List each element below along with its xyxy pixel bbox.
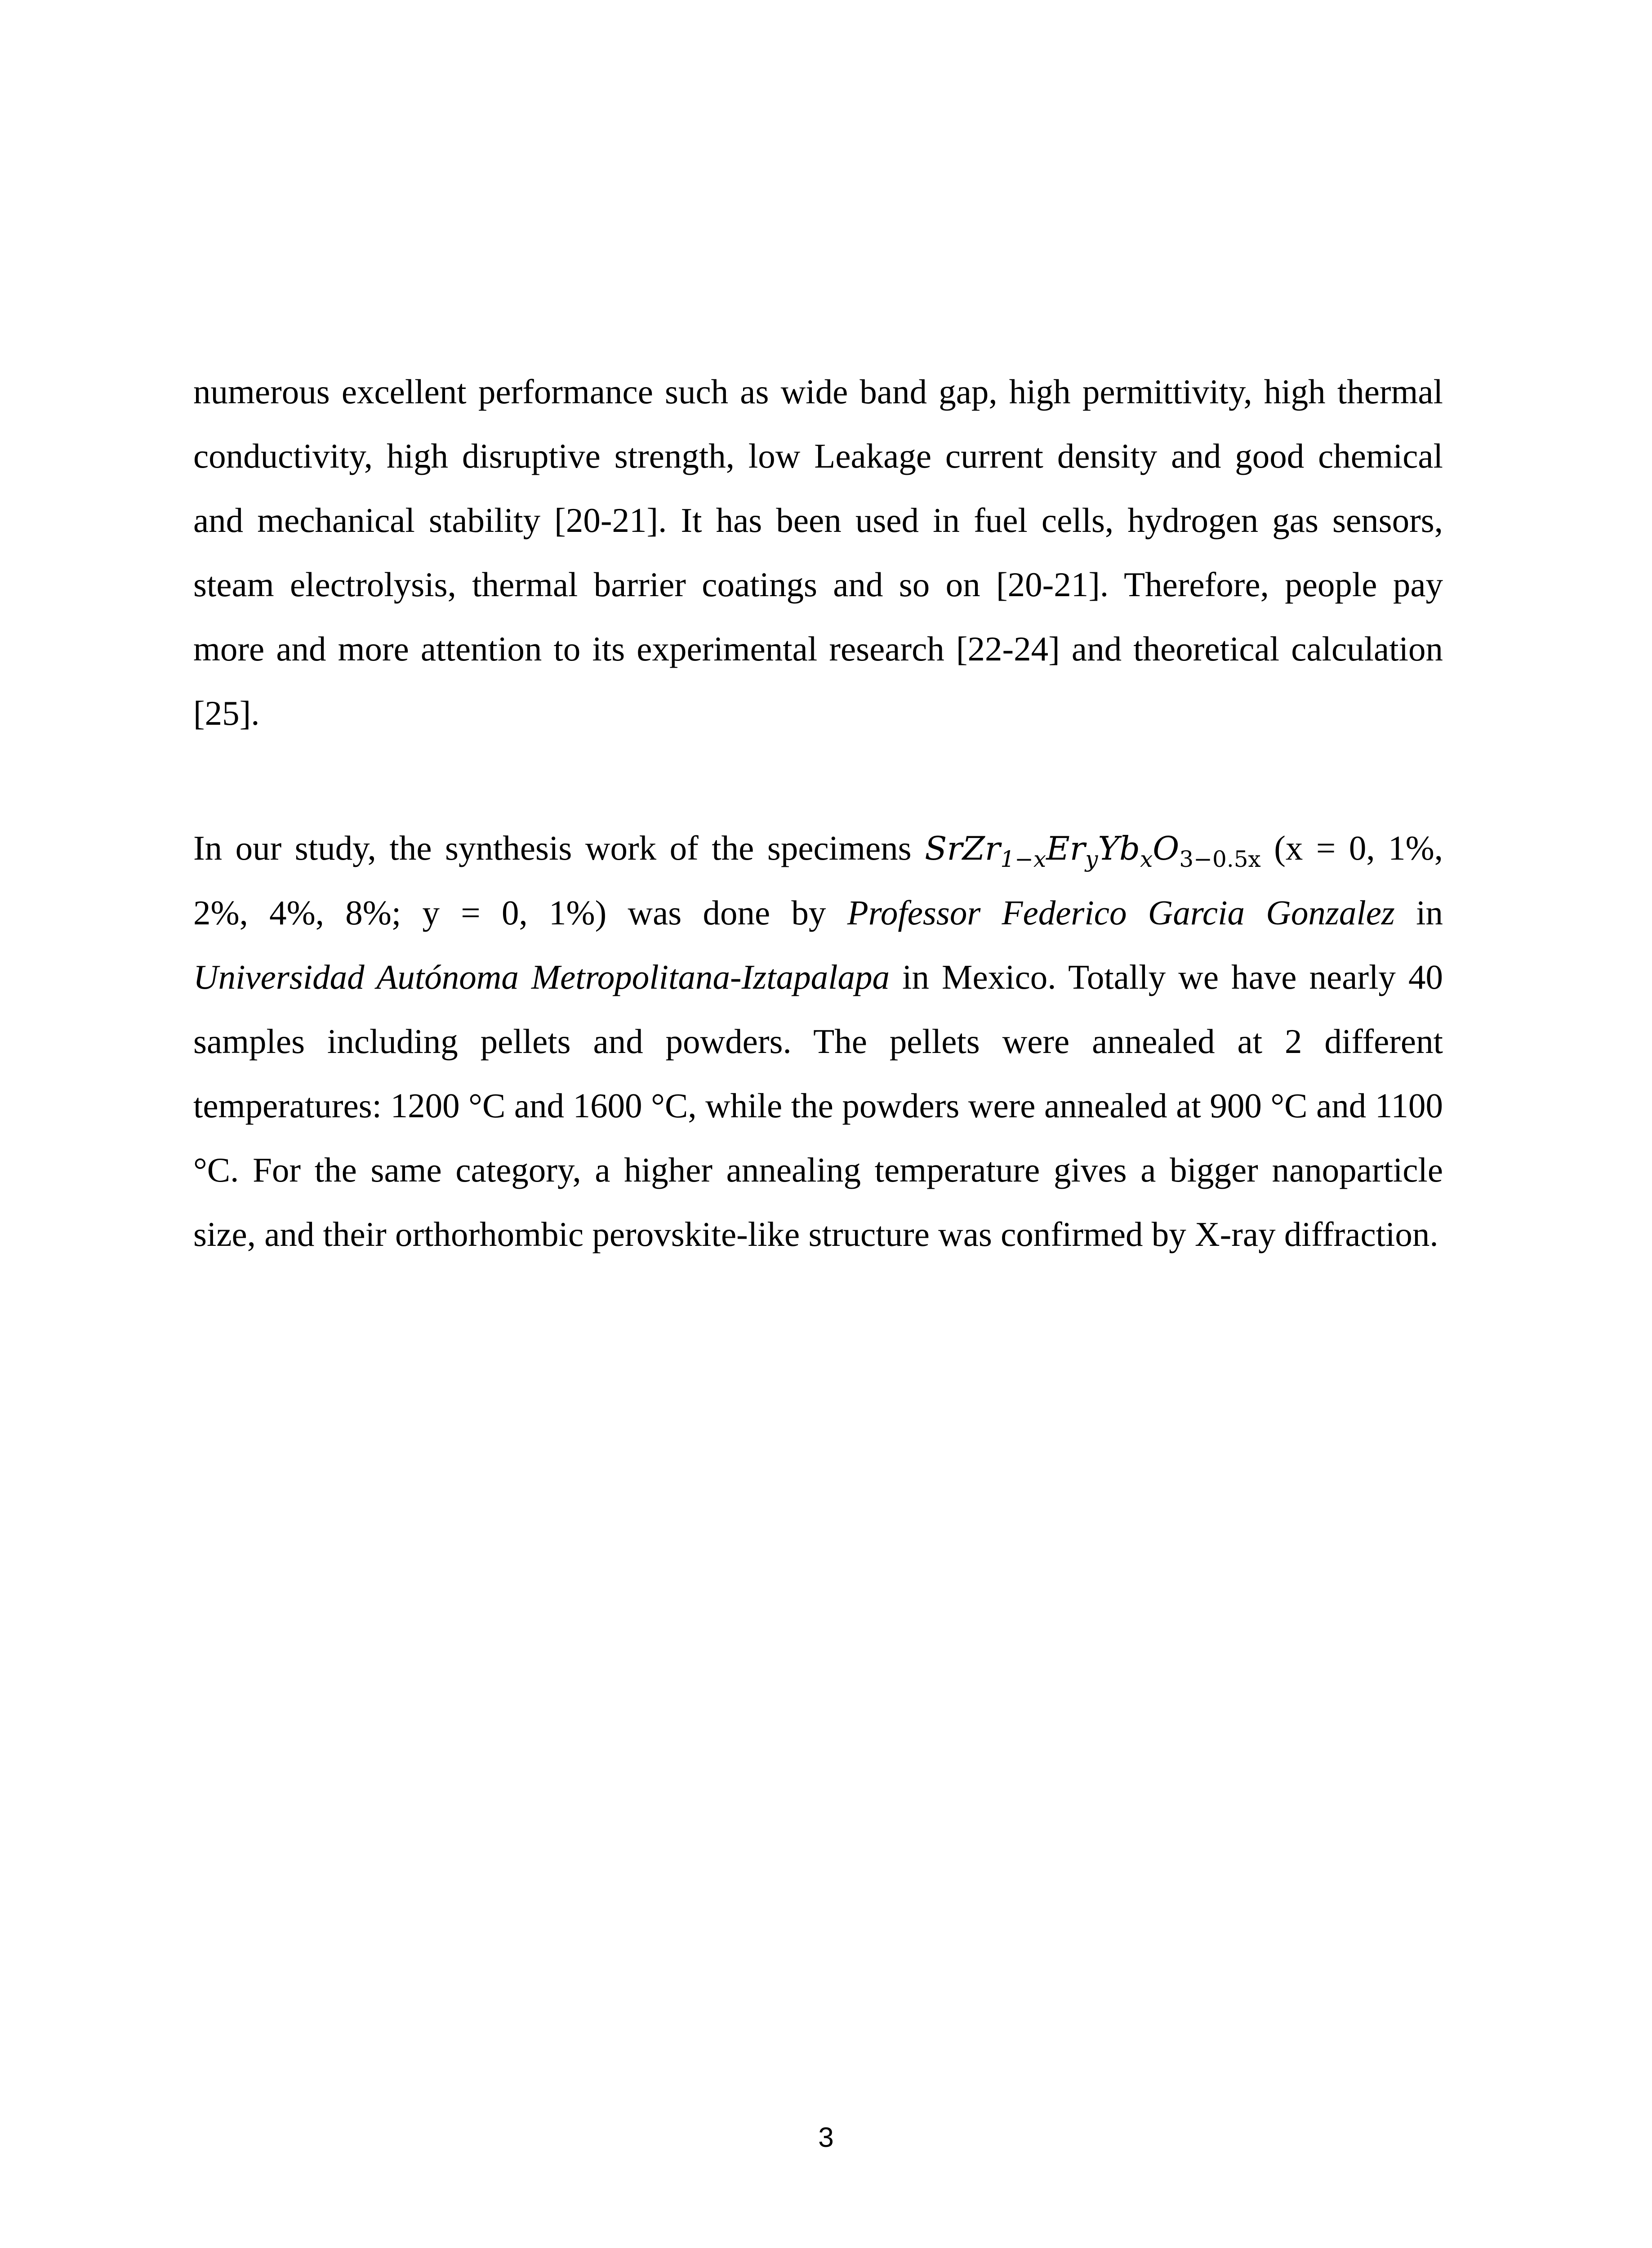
synthesis-details-text: in Mexico. Totally we have nearly 40 samples including pellets and powders. The pellets were annealed at 2 different temperatures: 1200 °C and 1600 °C, while the powders were annealed at 900 °C and 1100 °C. For the same category, a higher annealing temperature gives a bigger nanoparticle size, and their orthorhombic perovskite-like structure was confirmed by X-ray diffraction. xyxy=(193,958,1443,1253)
formula-subscript-zr: 1−x xyxy=(1000,846,1046,872)
formula-er: Er xyxy=(1046,830,1086,867)
professor-name: Professor Federico Garcia Gonzalez xyxy=(847,893,1395,932)
formula-subscript-er: y xyxy=(1085,846,1098,872)
synthesis-connector-text: in xyxy=(1394,893,1443,932)
formula-subscript-yb: x xyxy=(1140,846,1153,872)
university-name: Universidad Autónoma Metropolitana-Iztapalapa xyxy=(193,958,890,996)
chemical-formula xyxy=(925,830,1261,872)
formula-srzr: SrZr xyxy=(925,830,1001,867)
formula-subscript-o: 3−0.5x xyxy=(1179,846,1261,872)
formula-o: O xyxy=(1153,830,1180,867)
formula-yb: Yb xyxy=(1098,830,1140,867)
paragraph-synthesis xyxy=(193,816,1443,1267)
page-number: 3 xyxy=(818,2122,834,2153)
synthesis-intro-text: In our study, the synthesis work of the specimens xyxy=(193,829,925,867)
synthesis-composition-text: (x = 0, 1%, 2%, 4%, 8%; y = 0, 1%) was done by xyxy=(193,829,1443,932)
paragraph-material-properties: numerous excellent performance such as wide band gap, high permittivity, high thermal conductivity, high disruptive strength, low Leakage current density and good chemical and mechanical stability [20-21]. It has been used in fuel cells, hydrogen gas sensors, steam electrolysis, thermal barrier coatings and so on [20-21]. Therefore, people pay more and more attention to its experimental research [22-24] and theoretical calculation [25]. xyxy=(193,372,1443,732)
